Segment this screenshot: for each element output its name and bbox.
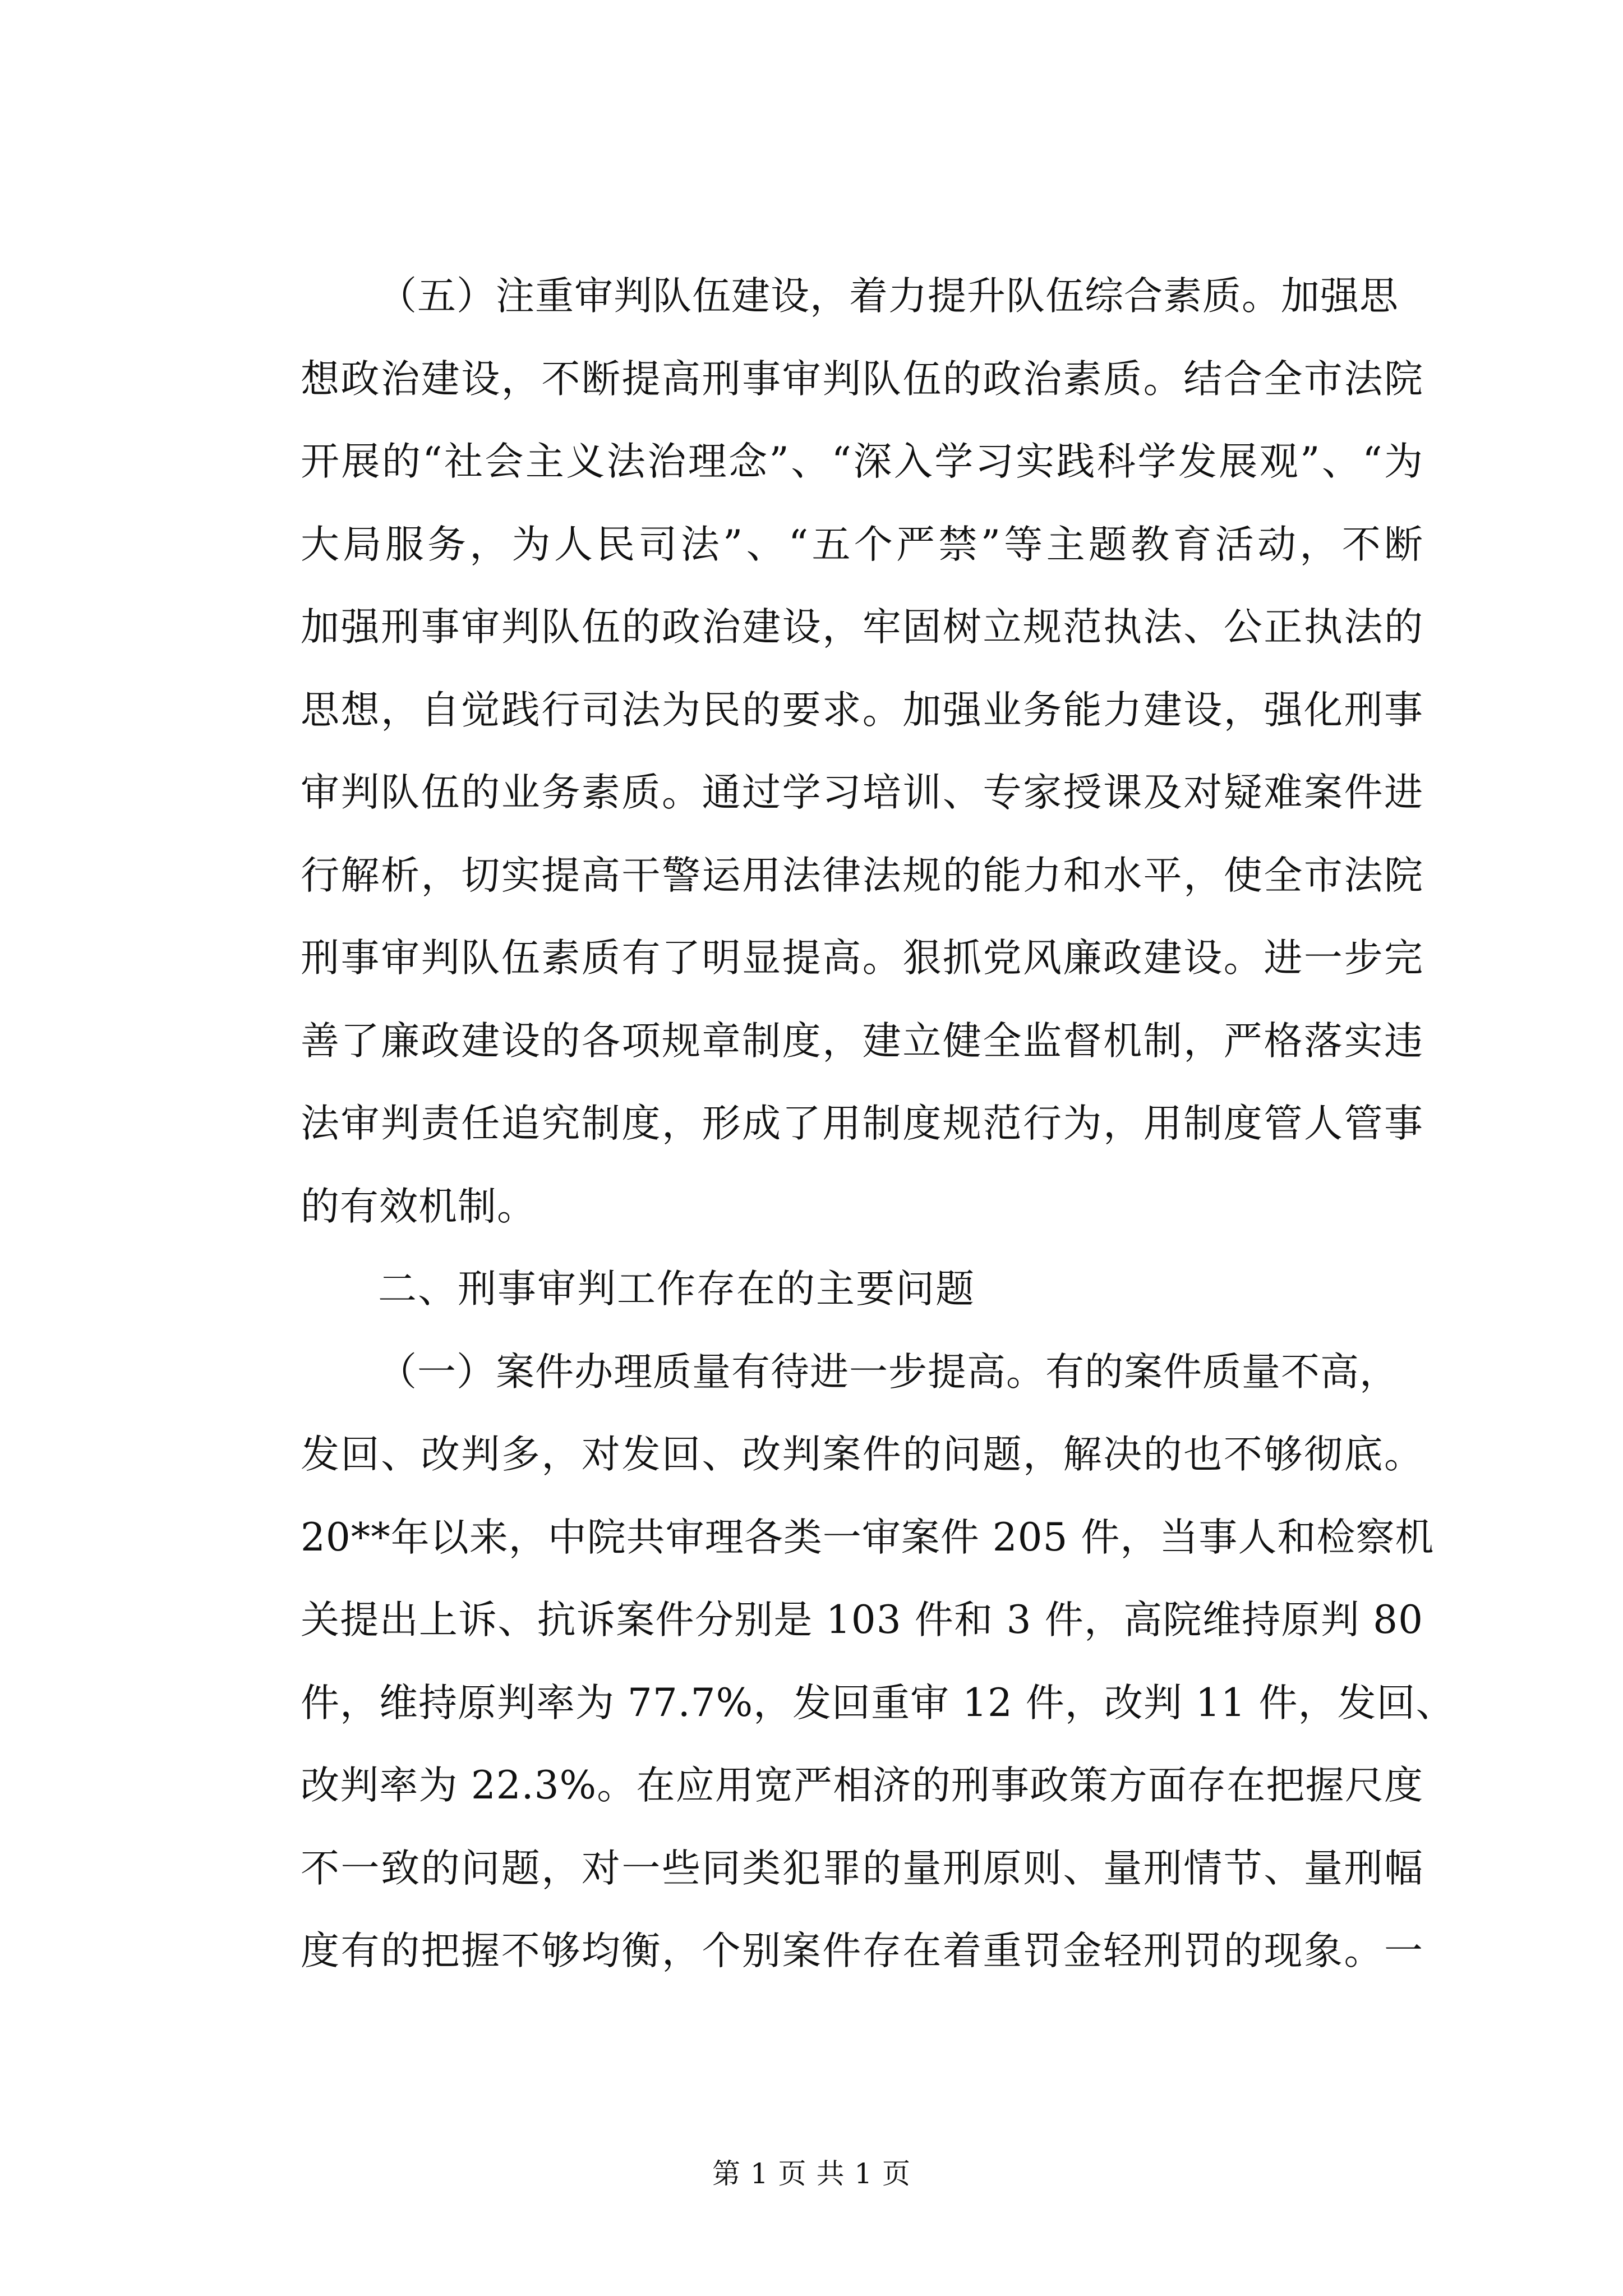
page-footer: 第 1 页 共 1 页 [712,2157,911,2190]
text-line: 发回、改判多，对发回、改判案件的问题，解决的也不够彻底。 [301,1432,1423,1477]
document-body [301,255,1455,1993]
text-line: 件，维持原判率为 77.7%，发回重审 12 件，改判 11 件，发回、 [301,1680,1455,1726]
text-line: 行解析，切实提高干警运用法律法规的能力和水平，使全市法院 [301,853,1423,898]
text-line: 的有效机制。 [301,1184,536,1229]
text-line: 开展的“社会主义法治理念”、“深入学习实践科学发展观”、“为 [301,439,1423,484]
text-line: 法审判责任追究制度，形成了用制度规范行为，用制度管人管事 [301,1101,1423,1146]
text-line: 关提出上诉、抗诉案件分别是 103 件和 3 件，高院维持原判 80 [301,1598,1423,1642]
text-line: 想政治建设，不断提高刑事审判队伍的政治素质。结合全市法院 [301,356,1423,402]
text-line: 加强刑事审判队伍的政治建设，牢固树立规范执法、公正执法的 [301,605,1423,650]
text-line: 不一致的问题，对一些同类犯罪的量刑原则、量刑情节、量刑幅 [301,1846,1423,1891]
text-line: 审判队伍的业务素质。通过学习培训、专家授课及对疑难案件进 [301,770,1423,815]
text-line: 善了廉政建设的各项规章制度，建立健全监督机制，严格落实违 [301,1018,1423,1064]
text-line: 大局服务，为人民司法”、“五个严禁”等主题教育活动，不断 [301,522,1423,567]
section-heading: 二、刑事审判工作存在的主要问题 [378,1267,975,1312]
text-line: 思想，自觉践行司法为民的要求。加强业务能力建设，强化刑事 [301,687,1423,733]
text-line: 20**年以来，中院共审理各类一审案件 205 件，当事人和检察机 [301,1515,1435,1560]
text-line: 改判率为 22.3%。在应用宽严相济的刑事政策方面存在把握尺度 [301,1763,1423,1808]
text-line: （一）案件办理质量有待进一步提高。有的案件质量不高， [378,1349,1399,1395]
text-line: 刑事审判队伍素质有了明显提高。狠抓党风廉政建设。进一步完 [301,936,1423,981]
text-line: （五）注重审判队伍建设，着力提升队伍综合素质。加强思 [378,274,1399,319]
text-line: 度有的把握不够均衡，个别案件存在着重罚金轻刑罚的现象。一 [301,1929,1423,1973]
